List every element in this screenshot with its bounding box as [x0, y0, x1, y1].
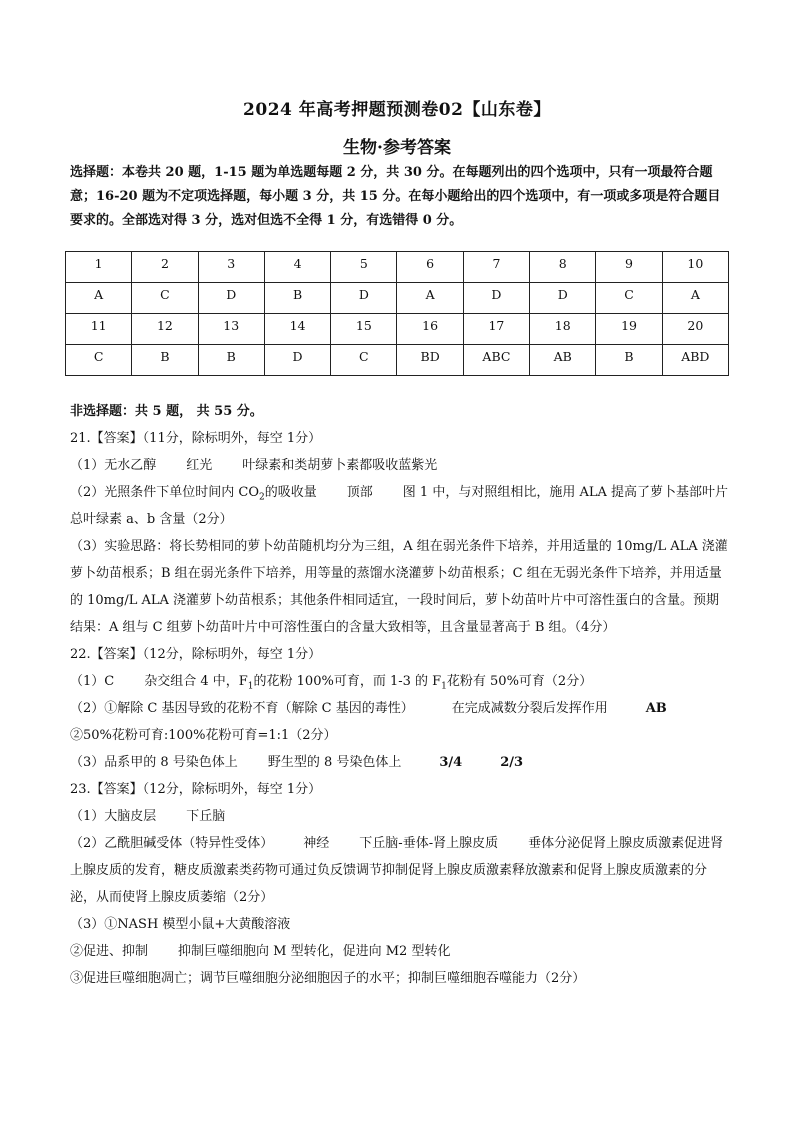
- table-cell: 6: [397, 252, 463, 283]
- table-cell: A: [397, 283, 463, 314]
- q23-p2-d: 垂体分泌促肾上腺皮质激素促进肾上腺皮质的发育，糖皮质激素类药物可通过负反馈调节抑制促肾上腺皮质激素释放激素和促肾上腺皮质激素的分泌，从而使肾上腺皮质萎缩（2分）: [70, 836, 724, 905]
- page-subtitle: 生物·参考答案: [343, 138, 451, 158]
- table-cell: BD: [397, 345, 463, 376]
- q23-p2-c: 下丘脑-垂体-肾上腺皮质: [359, 836, 499, 851]
- q23-part2: [70, 830, 730, 911]
- q23-p2-label: （2）乙酰胆碱受体（特异性受体）: [70, 836, 274, 851]
- q23-part3: （3）①NASH 模型小鼠+大黄酸溶液: [70, 917, 291, 932]
- q21-p1-c: 叶绿素和类胡萝卜素都吸收蓝紫光: [242, 458, 438, 473]
- table-cell: 17: [463, 314, 529, 345]
- table-cell: A: [66, 283, 132, 314]
- table-cell: 4: [264, 252, 330, 283]
- table-cell: C: [66, 345, 132, 376]
- nonchoice-heading: 非选择题：共 5 题， 共 55 分。: [70, 404, 263, 419]
- q22-p3-label: （3）品系甲的 8 号染色体上: [70, 755, 238, 770]
- q22-part2: [70, 695, 730, 722]
- table-cell: 10: [662, 252, 728, 283]
- q22-p2-c: AB: [645, 701, 667, 716]
- table-cell: 19: [596, 314, 662, 345]
- table-cell: B: [264, 283, 330, 314]
- q22-p1-sub2: 1: [441, 681, 447, 692]
- q22-head: 22.【答案】（12分，除标明外，每空 1分）: [70, 647, 322, 662]
- q23-head: 23.【答案】（12分，除标明外，每空 1分）: [70, 782, 322, 797]
- q23-part1: [70, 803, 730, 830]
- q21-part2: [70, 479, 730, 533]
- q22-part1: [70, 668, 730, 695]
- table-row-answers: [66, 345, 729, 376]
- q21-p1-label: （1）无水乙醇: [70, 458, 157, 473]
- table-cell: ABC: [463, 345, 529, 376]
- table-cell: C: [132, 283, 198, 314]
- q23-part3-line2: [70, 938, 730, 965]
- q21-p2-c: 图 1 中，与对照组相比，施用 ALA 提高了萝卜基部叶片总叶绿素 a、b 含量（2分）: [70, 485, 728, 527]
- q22-part2-line2: ②50%花粉可育:100%花粉可育=1:1（2分）: [70, 728, 337, 743]
- q22-p1-b3: 花粉有 50%可育（2分）: [446, 674, 593, 689]
- q22-p2-label: （2）①解除 C 基因导致的花粉不育（解除 C 基因的毒性）: [70, 701, 414, 716]
- table-cell: C: [596, 283, 662, 314]
- table-cell: 1: [66, 252, 132, 283]
- table-cell: 11: [66, 314, 132, 345]
- table-cell: C: [331, 345, 397, 376]
- table-cell: 12: [132, 314, 198, 345]
- table-row-question-numbers: [66, 252, 729, 283]
- table-row-answers: [66, 283, 729, 314]
- q21-part3: （3）实验思路：将长势相同的萝卜幼苗随机均分为三组，A 组在弱光条件下培养，并用适量的 10mg/L ALA 浇灌萝卜幼苗根系；B 组在弱光条件下培养，用等量的蒸馏水浇灌萝卜幼苗根系；C 组在无弱光条件下培养，并用适量的 10mg/L ALA 浇灌萝卜幼苗根系；其他条件相同适宜，一段时间后，萝卜幼苗叶片中可溶性蛋白的含量。预期结果：A 组与 C 组萝卜幼苗叶片中可溶性蛋白的含量大致相等，且含量显著高于 B 组。（4分）: [70, 539, 728, 635]
- table-cell: D: [463, 283, 529, 314]
- table-cell: 16: [397, 314, 463, 345]
- table-cell: 2: [132, 252, 198, 283]
- q22-p1-sub1: 1: [247, 681, 254, 692]
- q21-p2-rest: 的吸收量: [264, 485, 317, 500]
- table-cell: B: [132, 345, 198, 376]
- table-cell: D: [331, 283, 397, 314]
- q22-p1-label: （1）C: [70, 674, 115, 689]
- q22-p1-b2: 的花粉 100%可育，而 1-3 的 F: [253, 674, 442, 689]
- intro-paragraph: 选择题：本卷共 20 题，1-15 题为单选题每题 2 分，共 30 分。在每题列出的四个选项中，只有一项最符合题意；16-20 题为不定项选择题，每小题 3 分，共 15 分。在每小题给出的四个选项中，有一项或多项是符合题目要求的。全部选对得 3 分，选对但选不全得 1 分，有选错得 0 分。: [70, 165, 721, 228]
- q23-p3-line2a: ②促进、抑制: [70, 944, 149, 959]
- q21-part1: [70, 452, 730, 479]
- table-cell: 3: [198, 252, 264, 283]
- q22-part3: [70, 749, 730, 776]
- table-cell: 9: [596, 252, 662, 283]
- table-cell: AB: [530, 345, 596, 376]
- table-cell: 5: [331, 252, 397, 283]
- table-cell: 13: [198, 314, 264, 345]
- q23-p1-label: （1）大脑皮层: [70, 809, 157, 824]
- q22-p2-b: 在完成减数分裂后发挥作用: [451, 701, 608, 716]
- answer-table: [65, 251, 729, 376]
- q22-p3-b: 野生型的 8 号染色体上: [267, 755, 402, 770]
- q23-p3-line2b: 抑制巨噬细胞向 M 型转化，促进向 M2 型转化: [178, 944, 451, 959]
- table-cell: D: [530, 283, 596, 314]
- table-cell: 14: [264, 314, 330, 345]
- q23-part3-line3: ③促进巨噬细胞凋亡；调节巨噬细胞分泌细胞因子的水平；抑制巨噬细胞吞噬能力（2分）: [70, 971, 586, 986]
- q21-p2-sub: 2: [259, 492, 265, 503]
- table-cell: 20: [662, 314, 728, 345]
- table-cell: B: [198, 345, 264, 376]
- table-cell: 18: [530, 314, 596, 345]
- q21-head: 21.【答案】（11分，除标明外，每空 1分）: [70, 431, 322, 446]
- q22-p1-b1: 杂交组合 4 中，F: [144, 674, 248, 689]
- q21-p2-b: 顶部: [346, 485, 373, 500]
- q22-p3-c: 3/4: [439, 755, 463, 770]
- nonchoice-section: [70, 398, 730, 992]
- q23-p1-b: 下丘脑: [186, 809, 226, 824]
- table-cell: D: [198, 283, 264, 314]
- table-row-question-numbers: [66, 314, 729, 345]
- q21-p1-b: 红光: [186, 458, 213, 473]
- q21-p2-label: （2）光照条件下单位时间内 CO: [70, 485, 260, 500]
- q23-p2-b: 神经: [303, 836, 330, 851]
- table-cell: 7: [463, 252, 529, 283]
- table-cell: A: [662, 283, 728, 314]
- table-cell: B: [596, 345, 662, 376]
- table-cell: 15: [331, 314, 397, 345]
- q22-p3-d: 2/3: [500, 755, 524, 770]
- table-cell: ABD: [662, 345, 728, 376]
- table-cell: D: [264, 345, 330, 376]
- table-cell: 8: [530, 252, 596, 283]
- page-title: 2024 年高考押题预测卷02【山东卷】: [243, 100, 551, 120]
